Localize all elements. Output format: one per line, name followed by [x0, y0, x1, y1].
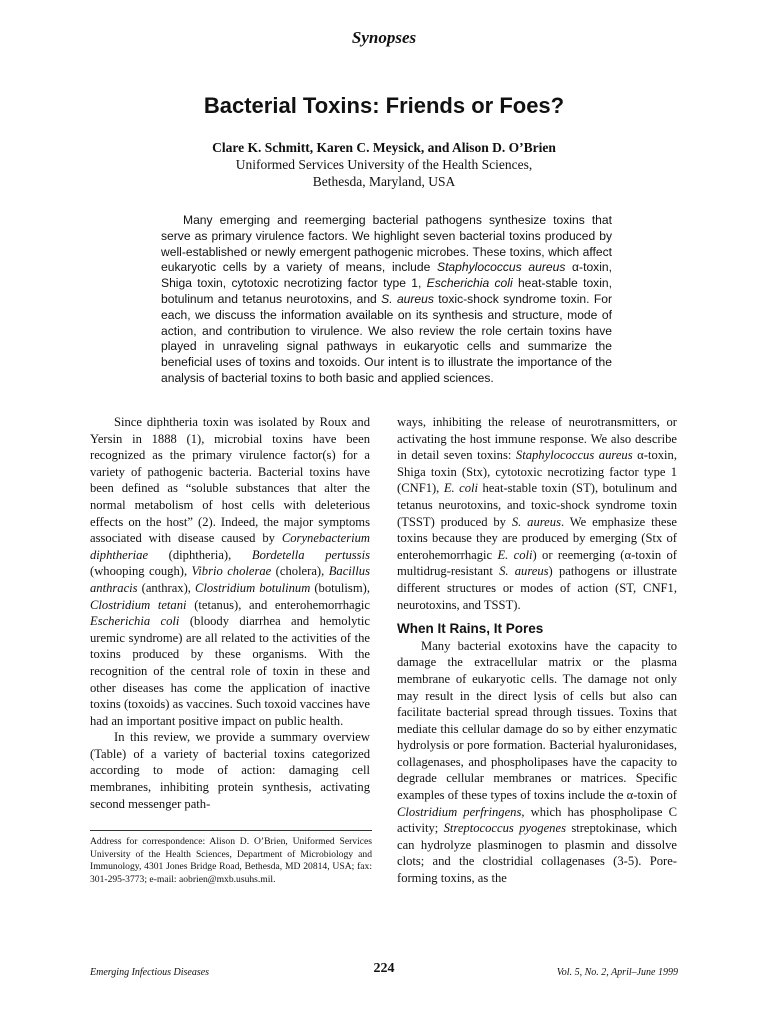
body-paragraph: In this review, we provide a summary overview (Table) of a variety of bacterial toxins categorized according to mode of action: damaging cell membranes, inhibiting protein synthesis, activating second messenger path-: [90, 730, 370, 811]
text-run: streptokinase, which can hydrolyze plasminogen to plasmin and dissolve clots; and the clostridial collagenases (3-5). Pore-forming toxins, as the: [397, 821, 678, 886]
body-column-right: [397, 414, 677, 887]
text-run: ) or reemerging (α-toxin of multidrug-resistant: [397, 547, 677, 579]
species-name: Clostridium tetani: [90, 597, 187, 612]
text-run: (anthrax),: [137, 580, 195, 595]
species-name: E. coli: [443, 481, 479, 496]
section-label: Synopses: [351, 28, 417, 47]
species-name: Clostridium perfringens,: [397, 804, 525, 819]
text-run: ) pathogens or illustrate different structures or modes of action (ST, CNF1, neurotoxins, and TSST).: [397, 564, 677, 612]
text-run: α-toxin, Shiga toxin (Stx), cytotoxic necrotizing factor type 1 (CNF1),: [397, 448, 677, 496]
species-name: E. coli: [497, 547, 533, 562]
text-run: (cholera),: [271, 564, 329, 579]
text-run: (botulism),: [310, 580, 370, 595]
body-paragraph: [397, 638, 677, 887]
abstract-species: Escherichia coli: [426, 276, 513, 291]
species-name: S. aureus: [499, 564, 549, 579]
species-name: Escherichia coli: [90, 614, 180, 629]
species-name: Vibrio cholerae: [191, 564, 272, 579]
text-run: Many bacterial exotoxins have the capacity to damage the extracellular matrix or the plasma membrane of eukaryotic cells. The damage not only may result in the direct lysis of cells but also can facilitate bacterial spread through tissues. Toxins that mediate this cellular damage do so by either enzymatic hydrolysis or pore formation. Bacterial hyaluronidases, collagenases, and phospholipases have the capacity to degrade cellular membranes or matrices. Specific examples of these types of toxins include the α-toxin of: [397, 638, 677, 803]
affiliation-line-1: Uniformed Services University of the Health Sciences,: [235, 157, 533, 172]
footer-volume-info: Vol. 5, No. 2, April–June 1999: [556, 967, 678, 978]
abstract-species: S. aureus: [381, 291, 434, 306]
page-number: 224: [373, 961, 395, 976]
section-heading: When It Rains, It Pores: [397, 621, 544, 637]
text-run: (diphtheria),: [148, 547, 252, 562]
text-run: ways, inhibiting the release of neurotransmitters, or activating the host immune response. We also describe in detail seven toxins:: [397, 415, 677, 463]
species-name: S. aureus: [511, 514, 561, 529]
text-run: (tetanus), and enterohemorrhagic: [186, 597, 370, 612]
footer-journal-name: Emerging Infectious Diseases: [90, 967, 210, 978]
text-run: which has phospholipase C activity;: [397, 804, 677, 836]
article-title: Bacterial Toxins: Friends or Foes?: [203, 93, 565, 118]
abstract-species: Staphylococcus aureus: [437, 260, 566, 275]
body-paragraph: [397, 414, 677, 613]
text-run: (whooping cough),: [90, 564, 192, 579]
correspondence-footnote: Address for correspondence: Alison D. O’Brien, Uniformed Services University of the Health Sciences, Department of Microbiology and Immunology, 4301 Jones Bridge Road, Bethesda, MD 20814, USA; fax: 301-295-3773; e-mail: aobrien@mxb.usuhs.mil.: [90, 836, 372, 886]
abstract-text: toxic-shock syndrome toxin. For each, we discuss the information available on its synthesis and structure, mode of action, and contribution to virulence. We also review the role certain toxins have played in unraveling signal pathways in eukaryotic cells and summarize the beneficial uses of toxins and toxoids. Our intent is to illustrate the importance of the analysis of bacterial toxins to both basic and applied sciences.: [161, 291, 612, 385]
body-paragraph: [90, 414, 370, 729]
affiliation-line-2: Bethesda, Maryland, USA: [312, 174, 456, 189]
text-run: Since diphtheria toxin was isolated by Roux and Yersin in 1888 (1), microbial toxins have been recognized as the primary virulence factor(s) for a variety of pathogenic bacteria. Bacterial toxins have been defined as “soluble substances that alter the normal metabolism of host cells with deleterious effects on the host” (2). Indeed, the major symptoms associated with disease caused by: [90, 415, 370, 546]
body-column-left: [90, 414, 370, 812]
species-name: Streptococcus pyogenes: [443, 821, 566, 836]
author-list: Clare K. Schmitt, Karen C. Meysick, and Alison D. O’Brien: [212, 140, 556, 155]
abstract-text: heat-stable toxin, botulinum and tetanus neurotoxins, and: [161, 276, 612, 306]
text-run: heat-stable toxin (ST), botulinum and tetanus neurotoxins, and toxic-shock syndrome toxin (TSST) produced by: [397, 481, 678, 529]
species-name: Staphylococcus aureus: [515, 448, 633, 463]
species-name: Corynebacterium diphtheriae: [90, 531, 370, 562]
abstract-text: Many emerging and reemerging bacterial pathogens synthesize toxins that serve as primary virulence factors. We highlight seven bacterial toxins produced by well-established or newly emergent pathogenic microbes. These toxins, which affect eukaryotic cells by a variety of means, include: [161, 213, 612, 275]
footnote-divider: [90, 830, 372, 831]
species-name: Bordetella pertussis: [251, 547, 370, 562]
text-run: . We emphasize these toxins because they are produced by emerging (Stx of enterohemorrhagic: [397, 514, 677, 562]
abstract: [161, 213, 612, 387]
text-run: (bloody diarrhea and hemolytic uremic syndrome) are all related to the activities of the toxins produced by these organisms. With the recognition of the central role of toxin in these and other diseases has come the application of inactive toxins (toxoids) as vaccines. Such toxoid vaccines have had an important positive impact on public health.: [90, 614, 370, 728]
abstract-text: α-toxin, Shiga toxin, cytotoxic necrotizing factor type 1,: [161, 260, 612, 291]
species-name: Bacillus anthracis: [90, 564, 370, 595]
species-name: Clostridium botulinum: [194, 580, 311, 595]
